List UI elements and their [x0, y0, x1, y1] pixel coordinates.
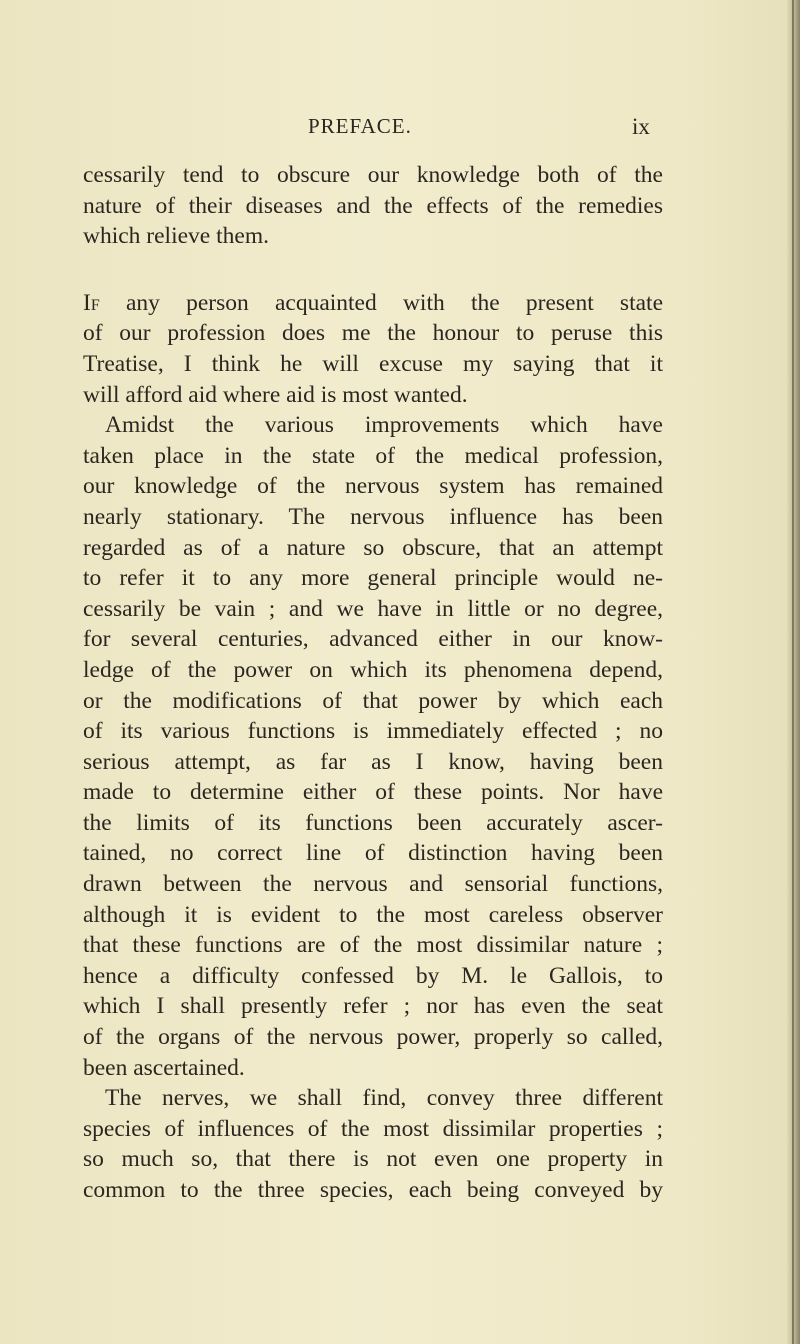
text-line: for several centuries, advanced either in our know- [83, 626, 663, 653]
text-line: or the modifications of that power by which each [83, 687, 663, 714]
text-line: tained, no correct line of distinction having been [83, 840, 663, 867]
text-line: Amidst the various improvements which have [105, 412, 663, 439]
paragraph-2 [83, 288, 663, 410]
text-line: the limits of its functions been accurately ascer- [83, 809, 663, 836]
text-line-content: any person acquainted with the present state [125, 289, 664, 316]
text-line: regarded as of a nature so obscure, that an attempt [83, 534, 663, 561]
text-line: cessarily be vain ; and we have in little or no degree, [83, 595, 663, 622]
text-line: of the organs of the nervous power, properly so called, [83, 1024, 663, 1051]
text-line: cessarily tend to obscure our knowledge both of the [83, 162, 663, 188]
paragraph-3 [83, 410, 663, 1083]
text-line: made to determine either of these points. Nor have [83, 779, 663, 806]
page-edge-line [792, 0, 794, 1344]
text-line: of our profession does me the honour to peruse this [83, 320, 663, 347]
paragraph-4 [83, 1083, 663, 1205]
text-line: to refer it to any more general principle would ne- [83, 565, 663, 592]
page-header [0, 114, 800, 150]
text-line: our knowledge of the nervous system has remained [83, 473, 663, 500]
text-line [83, 288, 663, 319]
text-line: been ascertained. [83, 1054, 245, 1081]
text-line: common to the three species, each being conveyed by [83, 1177, 663, 1203]
text-line: of its various functions is immediately effected ; no [83, 718, 663, 745]
text-line: that these functions are of the most dissimilar nature ; [83, 932, 663, 959]
text-line: so much so, that there is not even one property in [83, 1146, 663, 1173]
text-line: although it is evident to the most careless observer [83, 901, 663, 928]
text-line: nature of their diseases and the effects of the remedies [83, 192, 663, 219]
text-line: which I shall presently refer ; nor has even the seat [83, 993, 663, 1020]
paragraph-gap [83, 252, 663, 288]
text-line: nearly stationary. The nervous influence has been [83, 503, 663, 530]
text-line: drawn between the nervous and sensorial functions, [83, 871, 663, 898]
paragraph-1 [83, 160, 663, 252]
text-line: taken place in the state of the medical profession, [83, 442, 663, 469]
page-number: ix [632, 114, 650, 139]
running-head: PREFACE. [308, 114, 412, 138]
text-line: ledge of the power on which its phenomena depend, [83, 656, 663, 683]
text-line: which relieve them. [83, 223, 269, 250]
text-line: Treatise, I think he will excuse my saying that it [83, 350, 663, 377]
lead-word: If [83, 289, 100, 316]
text-line: hence a difficulty confessed by M. le Gallois, to [83, 962, 663, 989]
body-text [83, 160, 663, 1206]
text-line: species of influences of the most dissimilar properties ; [83, 1115, 663, 1142]
text-line: serious attempt, as far as I know, having been [83, 748, 663, 775]
text-line: will afford aid where aid is most wanted. [83, 381, 468, 408]
text-line: The nerves, we shall find, convey three different [105, 1085, 663, 1112]
